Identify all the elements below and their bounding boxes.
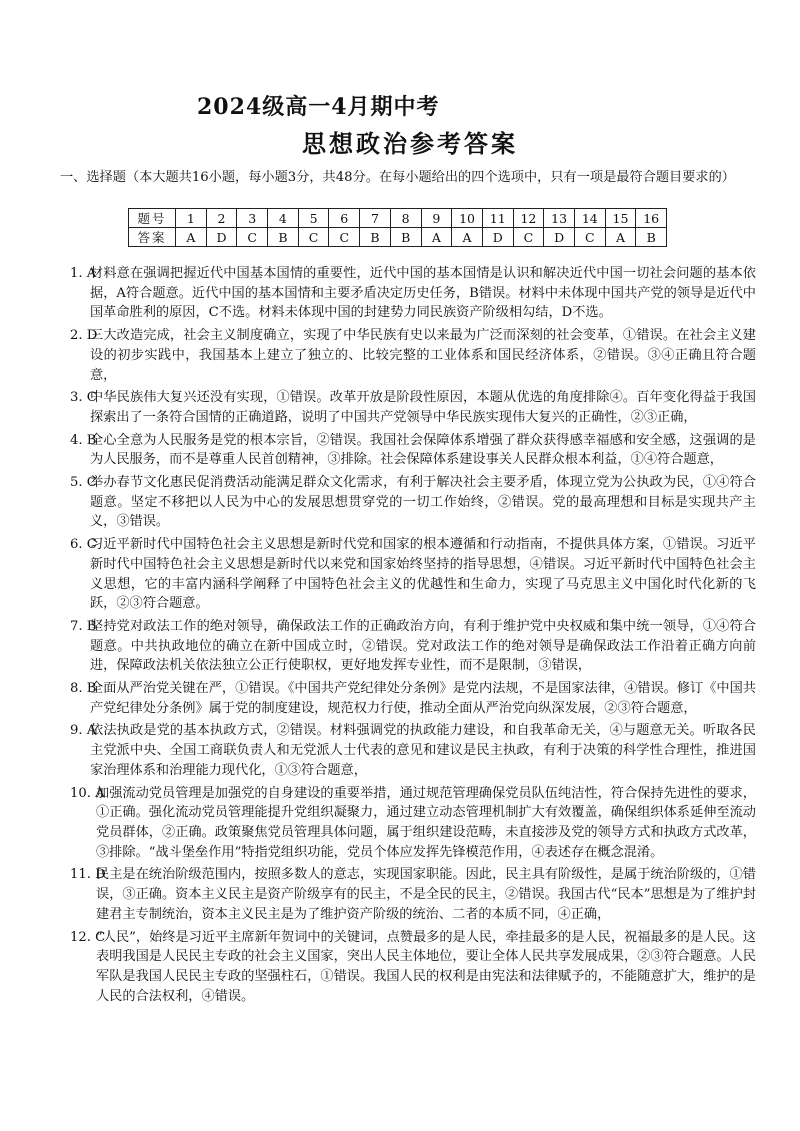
- answer-table-answer-row: [129, 228, 667, 247]
- item-number: 11. D: [70, 867, 106, 883]
- question-number: 11: [482, 209, 513, 228]
- item-number: 2. D: [70, 328, 98, 344]
- explanation-item: [70, 326, 756, 385]
- section-instruction-text: 一、选择题（本大题共16小题，每小题3分，共48分。在每小题给出的四个选项中，只有一项是最符合题目要求的）: [60, 170, 735, 185]
- answer-letter: D: [206, 228, 237, 247]
- answer-letter: A: [452, 228, 483, 247]
- question-number: 10: [452, 209, 483, 228]
- answer-letter: B: [360, 228, 391, 247]
- explanation-item: [70, 721, 756, 780]
- item-text: 坚持党对政法工作的绝对领导，确保政法工作的正确政治方向，有利于维护党中央权威和集中统一领导，①④符合题意。中共执政地位的确立在新中国成立时，②错误。党对政法工作的绝对领导是确保政法工作沿着正确方向前进，保障政法机关依法独立公正行使职权，更好地发挥专业性，而不是限制，③错误，: [90, 618, 756, 674]
- answer-letter: D: [544, 228, 575, 247]
- question-number: 7: [360, 209, 391, 228]
- item-number: 4. B: [70, 432, 97, 448]
- explanations-list: [70, 264, 756, 1009]
- answer-letter: D: [482, 228, 513, 247]
- answer-letter: C: [513, 228, 544, 247]
- answer-letter: C: [237, 228, 268, 247]
- answer-table: [128, 208, 667, 247]
- answer-letter: A: [176, 228, 207, 247]
- item-text: 中华民族伟大复兴还没有实现，①错误。改革开放是阶段性原因，本题从优选的角度排除④。百年变化得益于我国探索出了一条符合国情的正确道路，说明了中国共产党领导中华民族实现伟大复兴的正确性，②③正确，: [90, 390, 756, 425]
- question-number: 15: [605, 209, 636, 228]
- question-number: 12: [513, 209, 544, 228]
- item-text: 民主是在统治阶级范围内，按照多数人的意志，实现国家职能。因此，民主具有阶级性，是属于统治阶级的，①错误，③正确。资本主义民主是资产阶级享有的民主，不是全民的民主，②错误。我国古代“民本”思想是为了维护封建君主专制统治，资本主义民主是为了维护资产阶级的统治、二者的本质不同，④正确，: [96, 867, 756, 922]
- explanation-item: [70, 617, 756, 676]
- explanation-item: [70, 928, 756, 1007]
- explanation-item: [70, 264, 756, 323]
- item-number: 7. B: [70, 618, 97, 634]
- number-row-label: 题号: [129, 209, 176, 228]
- answer-letter: B: [636, 228, 667, 247]
- explanation-item: [70, 473, 756, 532]
- explanation-item: [70, 865, 756, 924]
- answer-letter: A: [605, 228, 636, 247]
- question-number: 1: [176, 209, 207, 228]
- item-number: 1. A: [70, 266, 97, 281]
- item-number: 6. C: [70, 537, 97, 553]
- answer-letter: C: [574, 228, 605, 247]
- exam-title: 2024级高一4月期中考: [197, 94, 440, 120]
- item-text: 加强流动党员管理是加强党的自身建设的重要举措，通过规范管理确保党员队伍纯洁性，符合保持先进性的要求，①正确。强化流动党员管理能提升党组织凝聚力，通过建立动态管理机制扩大有效覆盖，确保组织体系延伸至流动党员群体，②正确。政策聚焦党员管理具体问题，属于组织建设范畴，未直接涉及党的领导方式和执政方式改革，③排除。“战斗堡垒作用”特指党组织功能，党员个体应发挥先锋模范作用，④表述存在概念混淆。: [96, 785, 756, 860]
- question-number: 4: [268, 209, 299, 228]
- item-text: 依法执政是党的基本执政方式，②错误。材料强调党的执政能力建设，和自我革命无关，④与题意无关。听取各民主党派中央、全国工商联负责人和无党派人士代表的意见和建议是民主执政，有利于决策的科学性合理性，推进国家治理体系和治理能力现代化，①③符合题意，: [90, 723, 756, 778]
- answer-letter: C: [298, 228, 329, 247]
- item-number: 10. A: [70, 785, 105, 801]
- item-text: 全面从严治党关键在严，①错误。《中国共产党纪律处分条例》是党内法规，不是国家法律，④错误。修订《中国共产党纪律处分条例》属于党的制度建设，规范权力行使，推动全面从严治党向纵深发展，②③符合题意，: [90, 681, 756, 716]
- answer-letter: A: [421, 228, 452, 247]
- question-number: 5: [298, 209, 329, 228]
- question-number: 6: [329, 209, 360, 228]
- item-number: 3. C: [70, 390, 97, 406]
- item-number: 5. C: [70, 475, 97, 491]
- answer-letter: C: [329, 228, 360, 247]
- item-text: 习近平新时代中国特色社会主义思想是新时代党和国家的根本遵循和行动指南，不提供具体方案，①错误。习近平新时代中国特色社会主义思想是新时代以来党和国家始终坚持的指导思想，④错误。习近平新时代中国特色社会主义思想，它的丰富内涵科学阐释了中国特色社会主义的优越性和生命力，实现了马克思主义中国化时代化新的飞跃，②③符合题意。: [90, 537, 756, 612]
- answer-key-title: 思想政治参考答案: [302, 129, 518, 158]
- item-text: 全心全意为人民服务是党的根本宗旨，②错误。我国社会保障体系增强了群众获得感幸福感和安全感，这强调的是为人民服务，而不是尊重人民首创精神，③排除。社会保障体系建设事关人民群众根本利益，①④符合题意，: [90, 432, 756, 468]
- explanation-item: [70, 784, 756, 863]
- question-number: 14: [574, 209, 605, 228]
- item-number: 8. B: [70, 681, 97, 697]
- explanation-item: [70, 679, 756, 718]
- item-text: 举办春节文化惠民促消费活动能满足群众文化需求，有利于解决社会主要矛盾，体现立党为公执政为民，①④符合题意。坚定不移把以人民为中心的发展思想贯穿党的一切工作始终，②错误。党的最高理想和目标是实现共产主义，③错误。: [90, 475, 756, 530]
- item-number: 12. C: [70, 929, 106, 945]
- question-number: 3: [237, 209, 268, 228]
- answer-table-number-row: [129, 209, 667, 228]
- item-text: 材料意在强调把握近代中国基本国情的重要性，近代中国的基本国情是认识和解决近代中国一切社会问题的基本依据，A符合题意。近代中国的基本国情和主要矛盾决定历史任务，B错误。材料中未体现中国共产党的领导是近代中国革命胜利的原因，C不选。材料未体现中国的封建势力同民族资产阶级相勾结，D不选。: [90, 266, 756, 321]
- explanation-item: [70, 388, 756, 427]
- question-number: 8: [390, 209, 421, 228]
- item-text: “人民”，始终是习近平主席新年贺词中的关键词，点赞最多的是人民，牵挂最多的是人民，祝福最多的是人民。这表明我国是人民民主专政的社会主义国家，突出人民主体地位，要让全体人民共享发展成果，②③符合题意。人民军队是我国人民民主专政的坚强柱石，①错误。我国人民的权利是由宪法和法律赋予的，不能随意扩大，维护的是人民的合法权利，④错误。: [96, 929, 756, 1004]
- question-number: 13: [544, 209, 575, 228]
- explanation-item: [70, 535, 756, 614]
- section-instruction: [60, 168, 750, 188]
- question-number: 2: [206, 209, 237, 228]
- explanation-item: [70, 431, 756, 470]
- question-number: 16: [636, 209, 667, 228]
- answer-letter: B: [390, 228, 421, 247]
- item-text: 三大改造完成，社会主义制度确立，实现了中华民族有史以来最为广泛而深刻的社会变革，①错误。在社会主义建设的初步实践中，我国基本上建立了独立的、比较完整的工业体系和国民经济体系，②错误。③④正确且符合题意，: [90, 328, 756, 383]
- answer-letter: B: [268, 228, 299, 247]
- item-number: 9. A: [70, 723, 97, 739]
- question-number: 9: [421, 209, 452, 228]
- answer-row-label: 答案: [129, 228, 176, 247]
